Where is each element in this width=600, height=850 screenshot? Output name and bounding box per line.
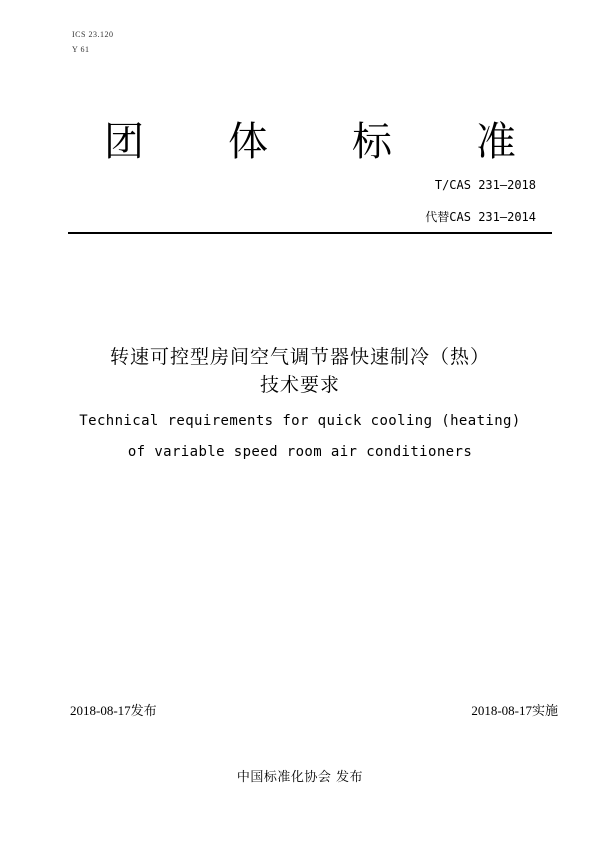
implementation-date: 2018-08-17实施 [471, 703, 558, 718]
title-english-line2: of variable speed room air conditioners [127, 444, 473, 460]
title-chinese-line1: 转速可控型房间空气调节器快速制冷（热） [109, 346, 490, 368]
standard-type-heading [72, 112, 548, 172]
title-chinese-line2: 技术要求 [259, 374, 340, 396]
standard-type-char: 准 [476, 119, 516, 165]
replaces-standard: 代替CAS 231—2014 [425, 210, 536, 224]
standard-number: T/CAS 231—2018 [434, 178, 536, 192]
publisher: 中国标准化协会 发布 [236, 770, 364, 785]
issue-date: 2018-08-17发布 [70, 703, 157, 718]
header-divider [68, 232, 552, 234]
standard-type-char: 标 [352, 119, 392, 165]
title-english-line1: Technical requirements for quick cooling (heating) [79, 413, 521, 429]
standard-type-char: 体 [228, 119, 268, 165]
standard-type-char: 团 [104, 119, 144, 165]
ics-code: ICS 23.120 [72, 30, 114, 39]
classification-code: Y 61 [72, 45, 90, 54]
